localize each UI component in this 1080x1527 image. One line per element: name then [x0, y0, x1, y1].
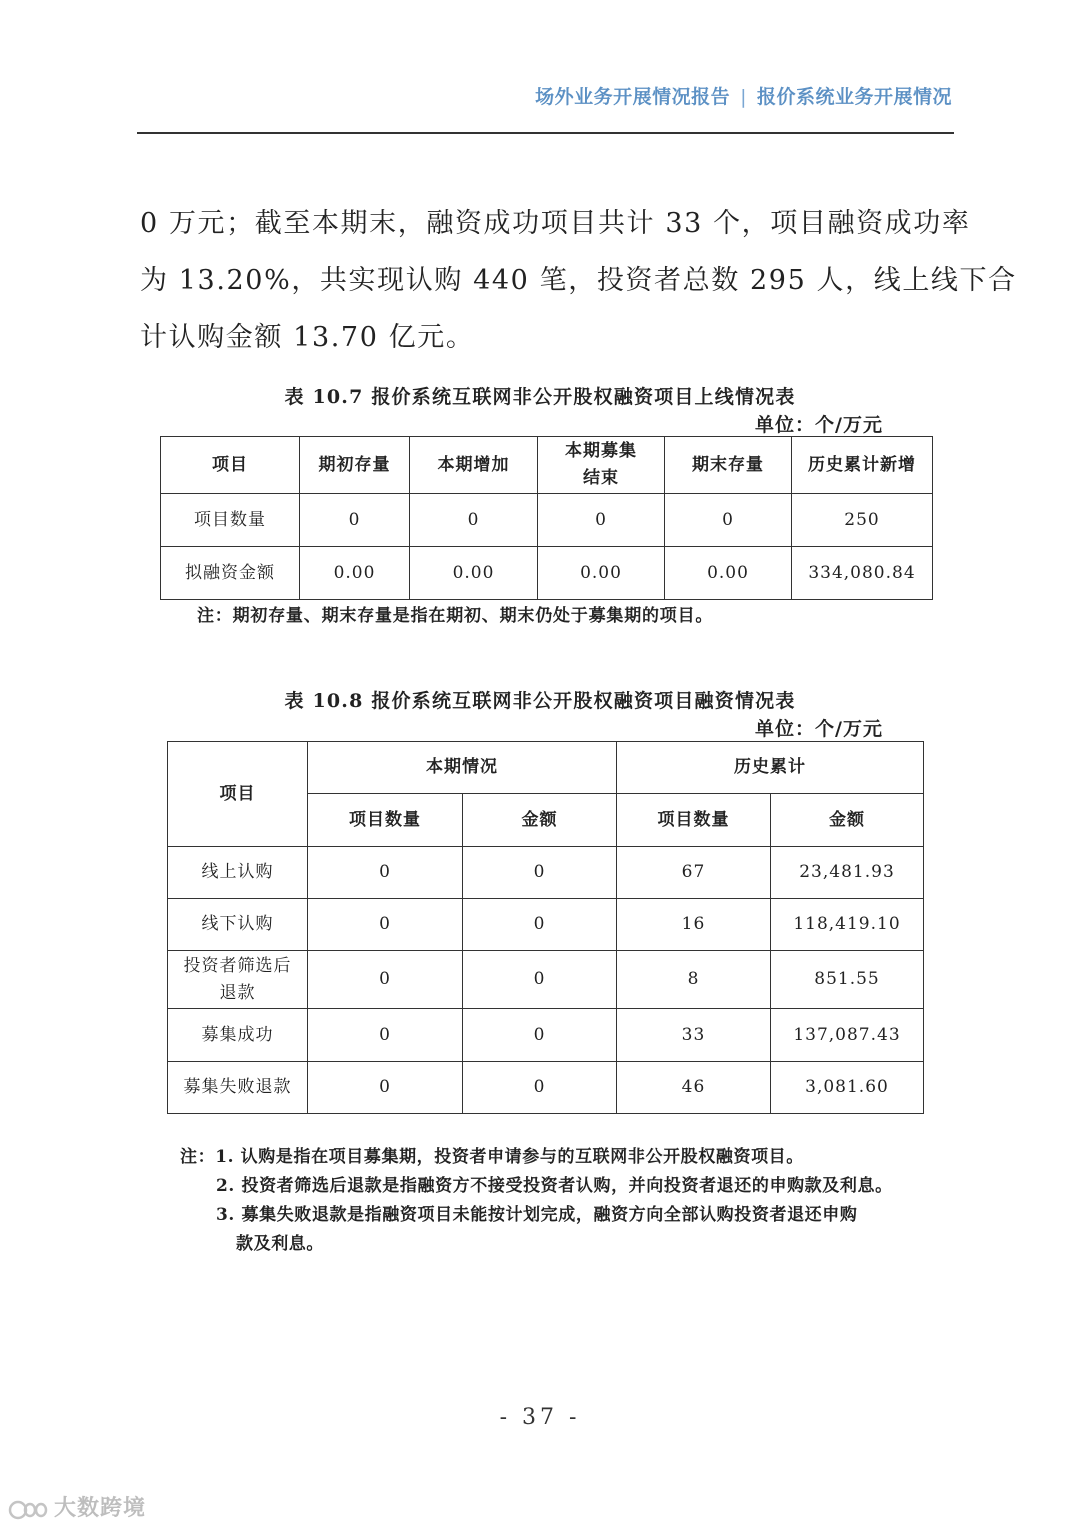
table1 — [160, 436, 933, 600]
table-cell: 0 — [463, 899, 617, 951]
table-cell: 0 — [308, 1062, 463, 1114]
table-cell: 0.00 — [538, 547, 665, 600]
table2-group-header-row — [168, 742, 924, 794]
watermark-text: 大数跨境 — [54, 1496, 147, 1521]
table-cell: 137,087.43 — [771, 1009, 924, 1062]
table-cell: 0 — [410, 494, 538, 547]
table-row — [168, 1062, 924, 1114]
table-cell: 334,080.84 — [792, 547, 933, 600]
table-cell: 0 — [463, 847, 617, 899]
table1-note: 注：期初存量、期末存量是指在期初、期末仍处于募集期的项目。 — [197, 606, 714, 626]
table-cell: 0 — [538, 494, 665, 547]
table-cell: 0 — [463, 951, 617, 1009]
table-cell: 0.00 — [300, 547, 410, 600]
table2 — [167, 741, 924, 1114]
header-line: 本期募集 — [565, 441, 637, 461]
table-cell: 851.55 — [771, 951, 924, 1009]
table-cell: 23,481.93 — [771, 847, 924, 899]
table2-group-current: 本期情况 — [308, 742, 617, 794]
page-number: - 37 - — [499, 1405, 581, 1430]
table1-header-cell: 历史累计新增 — [792, 437, 933, 494]
table-cell: 0 — [308, 847, 463, 899]
table2-caption: 表 10.8 报价系统互联网非公开股权融资项目融资情况表 — [284, 690, 796, 712]
table-cell: 8 — [617, 951, 771, 1009]
row-label: 募集失败退款 — [168, 1062, 308, 1114]
table-cell: 0 — [463, 1009, 617, 1062]
watermark-logo-icon — [8, 1498, 50, 1520]
table-cell: 拟融资金额 — [161, 547, 300, 600]
header-line: 结束 — [583, 468, 619, 488]
table1-header-cell — [538, 437, 665, 494]
table-row — [168, 847, 924, 899]
table2-item-header: 项目 — [168, 742, 308, 847]
row-label — [168, 951, 308, 1009]
table-cell: 0 — [665, 494, 792, 547]
table-cell: 0.00 — [410, 547, 538, 600]
table1-unit: 单位：个/万元 — [755, 414, 883, 436]
table-cell: 0 — [308, 1009, 463, 1062]
table2-unit: 单位：个/万元 — [755, 718, 883, 740]
table-cell: 0.00 — [665, 547, 792, 600]
row-label-line: 投资者筛选后 — [183, 955, 292, 976]
table-row — [168, 1009, 924, 1062]
running-header — [0, 82, 952, 109]
table-cell: 33 — [617, 1009, 771, 1062]
table1-header-cell: 本期增加 — [410, 437, 538, 494]
table-row — [168, 899, 924, 951]
table-row — [161, 547, 933, 600]
header-section-title: 报价系统业务开展情况 — [756, 86, 952, 108]
row-label: 募集成功 — [168, 1009, 308, 1062]
note-line: 3. 募集失败退款是指融资项目未能按计划完成，融资方向全部认购投资者退还申购 — [216, 1205, 858, 1225]
table1-header-cell: 期末存量 — [665, 437, 792, 494]
table2-group-history: 历史累计 — [617, 742, 924, 794]
table2-sub-header: 项目数量 — [308, 794, 463, 847]
row-label-line: 退款 — [219, 982, 256, 1003]
watermark — [8, 1491, 146, 1522]
table-cell: 67 — [617, 847, 771, 899]
table-cell: 118,419.10 — [771, 899, 924, 951]
table2-sub-header: 金额 — [463, 794, 617, 847]
body-paragraph — [140, 195, 1017, 366]
header-report-title: 场外业务开展情况报告 — [535, 86, 731, 108]
table-cell: 0 — [308, 951, 463, 1009]
table-cell: 0 — [463, 1062, 617, 1114]
table2-sub-header: 金额 — [771, 794, 924, 847]
table-cell: 项目数量 — [161, 494, 300, 547]
body-line: 0 万元；截至本期末，融资成功项目共计 33 个，项目融资成功率 — [140, 208, 971, 239]
table-cell: 0 — [308, 899, 463, 951]
table-cell: 16 — [617, 899, 771, 951]
table-row — [161, 494, 933, 547]
note-line: 注：1. 认购是指在项目募集期，投资者申请参与的互联网非公开股权融资项目。 — [180, 1147, 804, 1167]
header-rule — [137, 132, 954, 134]
table2-notes — [180, 1143, 893, 1259]
table-cell: 0 — [300, 494, 410, 547]
body-line: 计认购金额 13.70 亿元。 — [140, 322, 475, 353]
row-label: 线下认购 — [168, 899, 308, 951]
table-cell: 3,081.60 — [771, 1062, 924, 1114]
row-label: 线上认购 — [168, 847, 308, 899]
table2-sub-header: 项目数量 — [617, 794, 771, 847]
table1-header-row — [161, 437, 933, 494]
table1-header-cell: 期初存量 — [300, 437, 410, 494]
table-row — [168, 951, 924, 1009]
table-cell: 250 — [792, 494, 933, 547]
note-line: 款及利息。 — [236, 1234, 324, 1254]
table1-caption: 表 10.7 报价系统互联网非公开股权融资项目上线情况表 — [284, 386, 796, 408]
note-line: 2. 投资者筛选后退款是指融资方不接受投资者认购，并向投资者退还的申购款及利息。 — [216, 1176, 893, 1196]
table-cell: 46 — [617, 1062, 771, 1114]
body-line: 为 13.20%，共实现认购 440 笔，投资者总数 295 人，线上线下合 — [140, 265, 1017, 296]
table1-header-cell: 项目 — [161, 437, 300, 494]
header-separator: | — [740, 86, 747, 108]
